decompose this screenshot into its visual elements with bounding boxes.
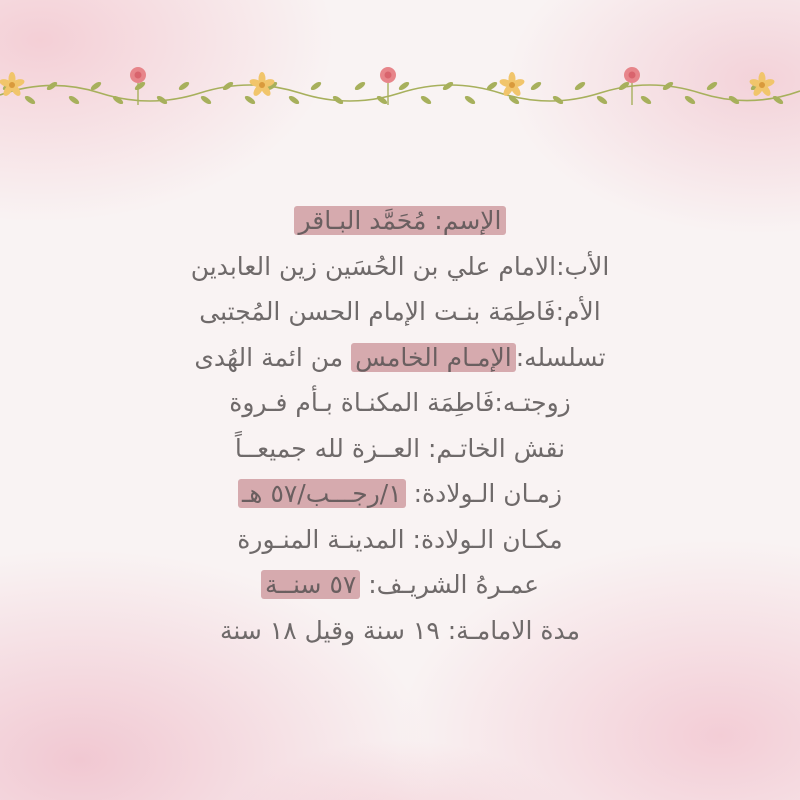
name-line bbox=[0, 198, 800, 244]
leaf-icon bbox=[354, 80, 367, 91]
leaf-icon bbox=[288, 94, 301, 105]
leaf-icon bbox=[442, 80, 455, 91]
leaf-icon bbox=[640, 94, 653, 105]
imamate-duration-line: مدة الامامـة: ١٩ سنة وقيل ١٨ سنة bbox=[219, 615, 581, 645]
sequence-line bbox=[0, 335, 800, 381]
leaf-icon bbox=[574, 80, 587, 91]
info-card bbox=[0, 198, 800, 653]
birth-place-line: مكـان الـولادة: المدينـة المنـورة bbox=[237, 524, 563, 554]
ring-inscription-line: نقش الخاتـم: العــزة لله جميعــاً bbox=[234, 433, 566, 463]
leaf-icon bbox=[530, 80, 543, 91]
leaf-icon bbox=[244, 94, 257, 105]
sequence-label: تسلسله: bbox=[515, 342, 606, 372]
leaf-icon bbox=[464, 94, 477, 105]
leaf-icon bbox=[200, 94, 213, 105]
leaf-icon bbox=[684, 94, 697, 105]
leaf-icon bbox=[178, 80, 191, 91]
age-highlight: ٥٧ سنــة bbox=[261, 570, 360, 599]
yellow-flower-icon bbox=[0, 72, 25, 98]
birth-date-highlight: ١/رجـــب/٥٧ هـ bbox=[238, 479, 406, 508]
sequence-suffix: من ائمة الهُدى bbox=[194, 342, 352, 372]
age-label: عمـرهُ الشريـف: bbox=[360, 570, 540, 599]
wife-line: زوجتـه:فَاطِمَة المكنـاة بـأم فـروة bbox=[229, 388, 571, 417]
leaf-icon bbox=[420, 94, 433, 105]
yellow-flower-icon bbox=[749, 72, 776, 98]
leaf-icon bbox=[310, 80, 323, 91]
yellow-flower-icon bbox=[249, 72, 276, 98]
age-line bbox=[0, 562, 800, 608]
leaf-icon bbox=[596, 94, 609, 105]
mother-line: الأم:فَاطِمَة بنـت الإمام الحسن المُجتبى bbox=[199, 297, 601, 326]
leaf-icon bbox=[706, 80, 719, 91]
father-line: الأب:الامام علي بن الحُسَين زين العابدين bbox=[190, 251, 610, 281]
birth-date-label: زمـان الـولادة: bbox=[405, 479, 563, 508]
birth-date-line bbox=[0, 471, 800, 517]
floral-garland-icon bbox=[0, 55, 800, 115]
leaf-icon bbox=[24, 94, 37, 105]
sequence-highlight: الإمـام الخامس bbox=[351, 343, 516, 372]
name-highlight: الإسم: مُحَمَّد البـاقر bbox=[294, 206, 505, 235]
leaf-icon bbox=[68, 94, 81, 105]
